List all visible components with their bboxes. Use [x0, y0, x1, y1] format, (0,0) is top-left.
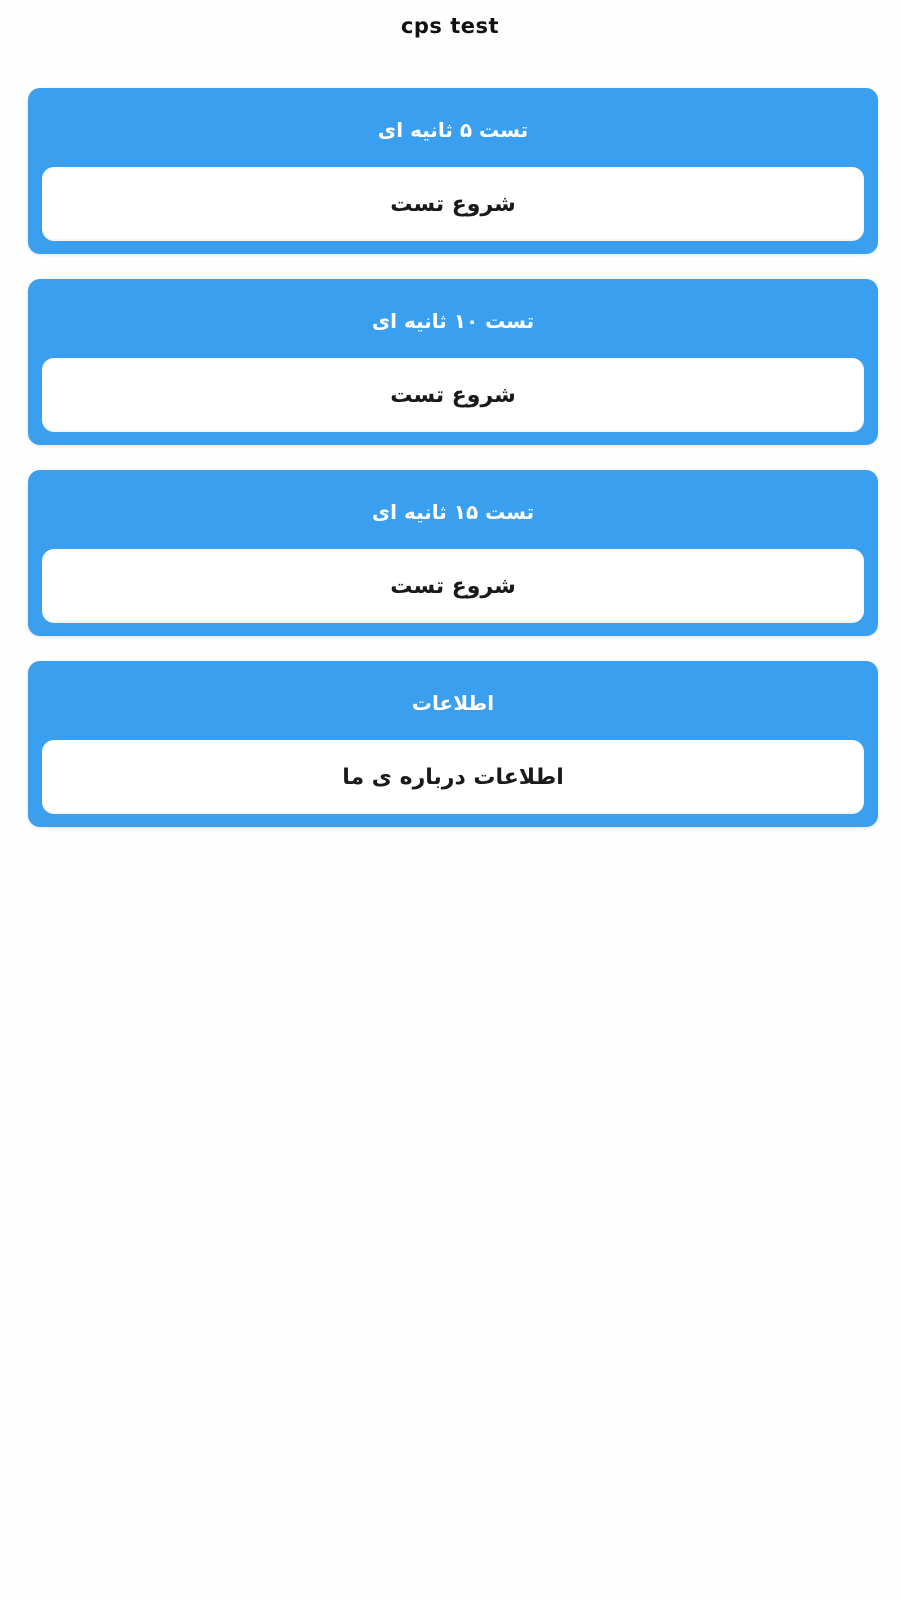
app-title: cps test [400, 14, 500, 38]
card-15-second-test [28, 470, 878, 636]
card-header: تست ۱۰ ثانیه ای [371, 309, 535, 333]
card-info [28, 661, 878, 827]
card-header: تست ۵ ثانیه ای [377, 118, 529, 142]
card-10-second-test [28, 279, 878, 445]
start-5-second-test-button[interactable]: شروع تست [42, 167, 864, 241]
about-us-button[interactable]: اطلاعات درباره ی ما [42, 740, 864, 814]
card-header: تست ۱۵ ثانیه ای [371, 500, 535, 524]
card-list [28, 88, 878, 852]
start-15-second-test-button[interactable]: شروع تست [42, 549, 864, 623]
card-header: اطلاعات [411, 691, 495, 715]
start-10-second-test-button[interactable]: شروع تست [42, 358, 864, 432]
card-5-second-test [28, 88, 878, 254]
